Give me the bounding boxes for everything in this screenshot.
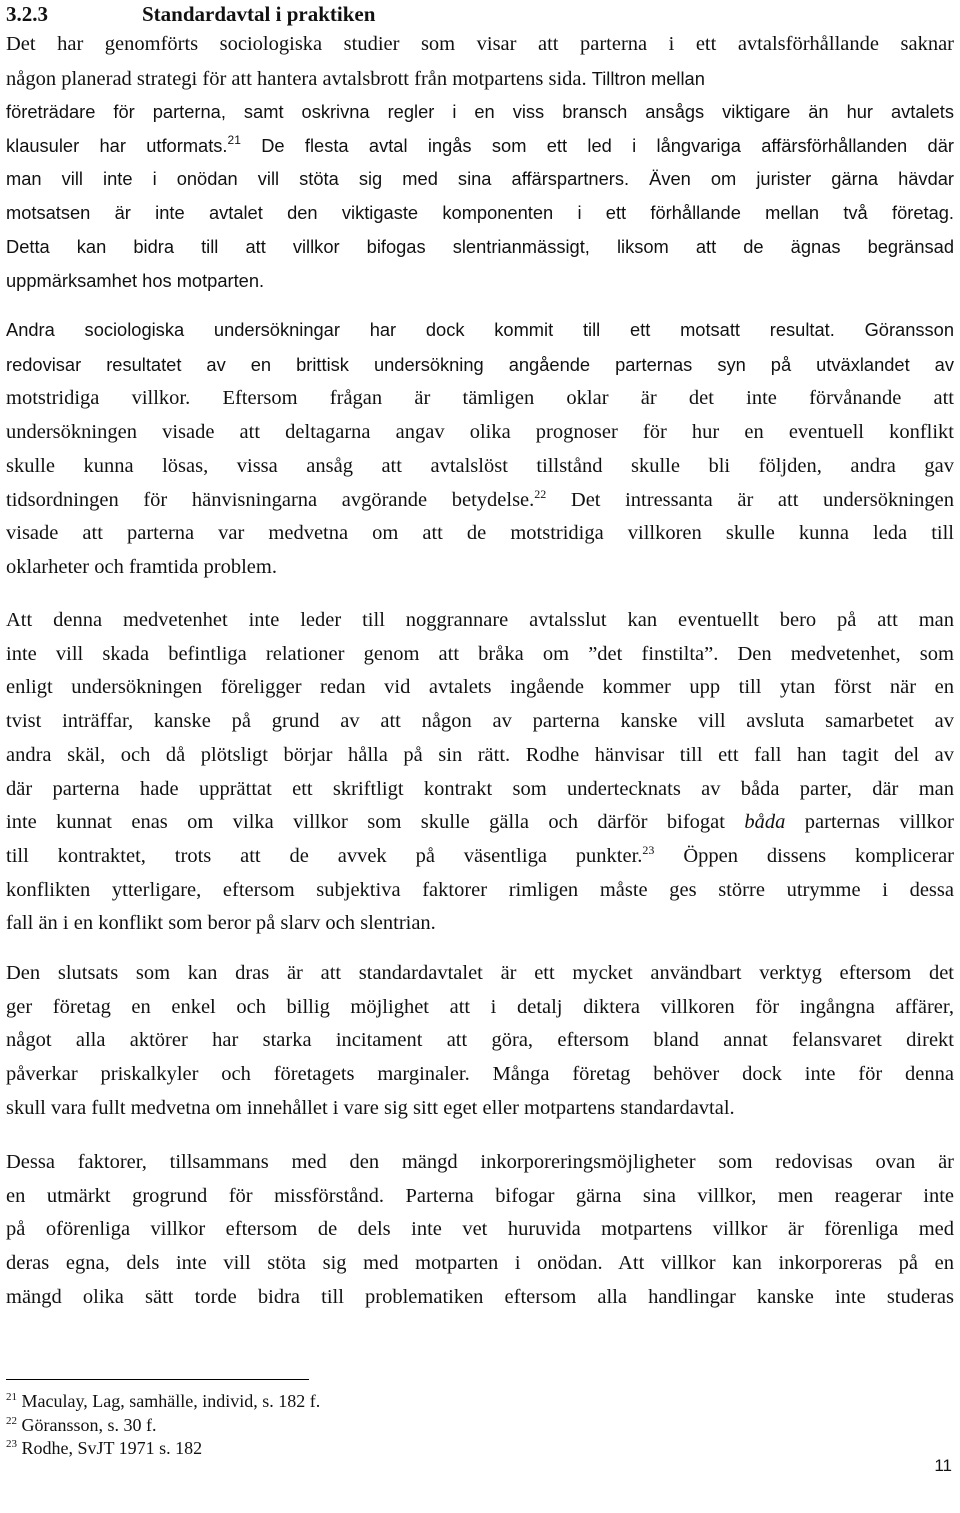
- footnote-ref: 21: [227, 132, 241, 147]
- text-line: undersökningen visade att deltagarna angav olika prognoser för hur en eventuell konflikt: [6, 421, 954, 444]
- text-line: visade att parterna var medvetna om att de motstridiga villkoren skulle kunna leda till: [6, 522, 954, 545]
- text-line: enligt undersökningen föreligger redan vid avtalets ingående kommer upp till ytan först när en: [6, 676, 954, 699]
- footnote: $^{23}$ Rodhe, SvJT 1971 s. 182: [6, 1438, 203, 1458]
- footnote: $^{21}$ Maculay, Lag, samhälle, individ, s. 182 f.: [6, 1391, 321, 1411]
- section-title: Standardavtal i praktiken: [142, 2, 376, 26]
- text-line: Andra sociologiska undersökningar har dock kommit till ett motsatt resultat. Göransson: [6, 319, 954, 340]
- text-line: Det har genomförts sociologiska studier som visar att parterna i ett avtalsförhållande saknar: [6, 33, 954, 55]
- text-line: skulle kunna lösas, vissa ansåg att avtalslöst tillstånd skulle bli följden, andra gav: [6, 454, 954, 477]
- text-line: konflikten ytterligare, eftersom subjektiva faktorer rimligen måste ges större utrymme i dessa: [6, 878, 954, 901]
- section-number: 3.2.3: [6, 2, 48, 26]
- text-line: Detta kan bidra till att villkor bifogas slentrianmässigt, liksom att de ägnas begränsad: [6, 235, 954, 257]
- text-line: uppmärksamhet hos motparten.: [6, 269, 265, 291]
- text-line: mängd olika sätt torde bidra till problematiken eftersom alla handlingar kanske inte studeras: [6, 1285, 954, 1308]
- text-line: till kontraktet, trots att de avvek på väsentliga punkter.$^{23}$ Öppen dissens komplicerar: [6, 842, 955, 867]
- text-line: Dessa faktorer, tillsammans med den mängd inkorporeringsmöjligheter som redovisas ovan är: [6, 1151, 954, 1173]
- text-line: andra skäl, och då plötsligt börjar hålla på sin rätt. Rodhe hänvisar till ett fall han tagit del av: [6, 743, 954, 766]
- paragraph-4: [6, 957, 954, 1126]
- text-line: någon planerad strategi för att hantera avtalsbrott från motpartens sida. Tilltron mellan: [6, 67, 705, 90]
- page-number: 11: [934, 1456, 952, 1475]
- text-line: tvist inträffar, kanske på grund av att någon av parterna kanske vill avsluta samarbetet av: [6, 710, 954, 733]
- text-line: man vill inte i onödan vill stöta sig med sina affärspartners. Även om jurister gärna hävdar: [6, 168, 954, 190]
- emphasis: båda: [744, 811, 786, 834]
- text-line: på oförenliga villkor eftersom de dels inte vet huruvida motpartens villkor är förenliga med: [6, 1218, 954, 1241]
- paragraph-5: [6, 1146, 954, 1315]
- text-line: inte kunnat enas om vilka villkor som skulle gälla och därför bifogat båda parternas villkor: [6, 811, 954, 834]
- text-line: redovisar resultatet av en brittisk undersökning angående parternas syn på utväxlandet av: [6, 353, 954, 375]
- text-line: fall än i en konflikt som beror på slarv och slentrian.: [6, 912, 436, 935]
- footnotes: [6, 1390, 320, 1461]
- paragraph-1: [6, 28, 954, 96]
- text-line: påverkar priskalkyler och företagets marginaler. Många företag behöver dock inte för denna: [6, 1063, 954, 1086]
- paragraph-2: [6, 313, 954, 585]
- footnote: $^{22}$ Göransson, s. 30 f.: [6, 1414, 157, 1435]
- footnote-ref: 22: [534, 486, 547, 501]
- footnote-ref: 23: [642, 842, 655, 857]
- section-heading: [6, 2, 375, 27]
- text-line: deras egna, dels inte vill stöta sig med motparten i onödan. Att villkor kan inkorporeras på en: [6, 1252, 954, 1275]
- text-line: företrädare för parterna, samt oskrivna regler i en viss bransch ansågs viktigare än hur avtalets: [6, 101, 954, 122]
- text-line: motsatsen är inte avtalet den viktigaste komponenten i ett förhållande mellan två företag.: [6, 202, 954, 224]
- text-line: ger företag en enkel och billig möjlighet att i detalj diktera villkoren för ingångna affärer,: [6, 995, 954, 1018]
- text-line: något alla aktörer har starka incitament att göra, eftersom bland annat felansvaret direkt: [6, 1029, 954, 1052]
- footnote-divider: [6, 1379, 309, 1380]
- text-line: klausuler har utformats.$^{21}$ De flesta avtal ingås som ett led i långvariga affärsförhållanden där: [6, 132, 954, 156]
- text-line: en utmärkt grogrund för missförstånd. Parterna bifogar gärna sina villkor, men reagerar inte: [6, 1184, 954, 1207]
- text-line: motstridiga villkor. Eftersom frågan är tämligen oklar är det inte förvånande att: [6, 387, 954, 410]
- text-line: oklarheter och framtida problem.: [6, 555, 277, 578]
- text-line: Att denna medvetenhet inte leder till noggrannare avtalsslut kan eventuellt bero på att man: [6, 609, 954, 631]
- text-line: Den slutsats som kan dras är att standardavtalet är ett mycket användbart verktyg eftersom det: [6, 962, 954, 984]
- text-line: tidsordningen för hänvisningarna avgörande betydelse.$^{22}$ Det intressanta är att undersökningen: [6, 486, 954, 511]
- text-line: inte vill skada befintliga relationer genom att bråka om ”det finstilta”. Den medvetenhet, som: [6, 642, 954, 665]
- text-line: där parterna hade upprättat ett skriftligt kontrakt som undertecknats av båda parter, där man: [6, 777, 954, 800]
- text-line: skull vara fullt medvetna om innehållet i vare sig sitt eget eller motpartens standardavtal.: [6, 1096, 735, 1119]
- paragraph-3: [6, 604, 954, 941]
- paragraph-1-continued: [6, 95, 954, 297]
